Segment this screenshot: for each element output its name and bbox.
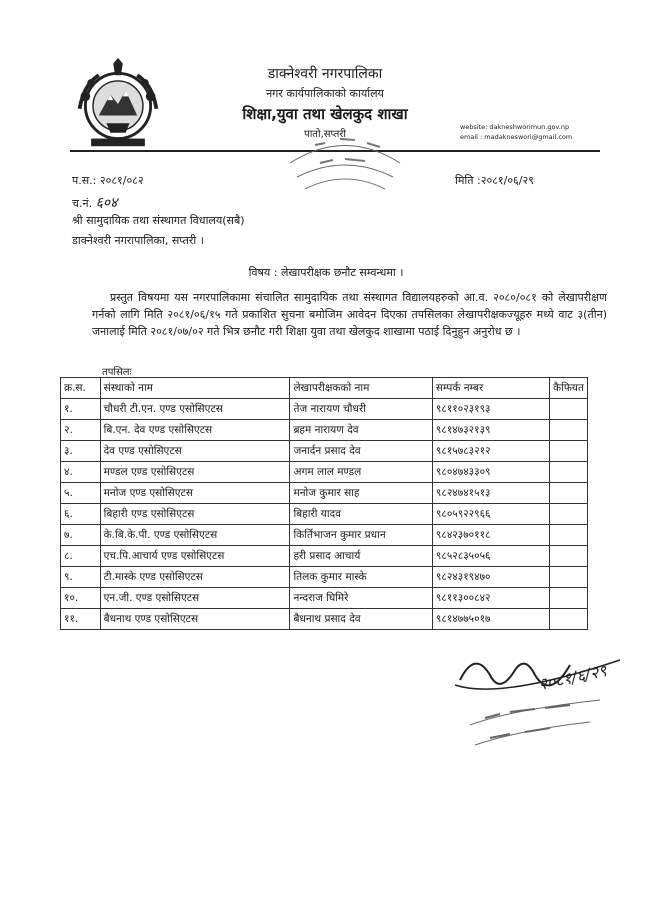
cell-contact: ९८१५७८३२१२ [432, 441, 549, 462]
cell-remarks [550, 441, 588, 462]
cell-sn: ३. [61, 441, 101, 462]
cell-remarks [550, 525, 588, 546]
cell-remarks [550, 504, 588, 525]
cell-sn: २. [61, 420, 101, 441]
cell-auditor: हरी प्रसाद आचार्य [290, 546, 432, 567]
cell-remarks [550, 588, 588, 609]
table-row [61, 420, 588, 441]
cell-firm: देव एण्ड एसोसिएटस [100, 441, 290, 462]
cell-contact: ९८२४३१९४७० [432, 567, 549, 588]
cell-remarks [550, 483, 588, 504]
ref-cn-value: ६०४ [95, 195, 118, 211]
ref-cn-label: च.नं. [72, 197, 93, 210]
cell-auditor: बैधनाथ प्रसाद देव [290, 609, 432, 630]
table-row [61, 609, 588, 630]
cell-sn: ६. [61, 504, 101, 525]
website-text: website: dakneshworimun.gov.np [460, 123, 570, 131]
cell-sn: ९. [61, 567, 101, 588]
municipality-name: डाक्नेश्वरी नगरपालिका [267, 66, 383, 82]
cell-firm: एन.जी. एण्ड एसोसिएटस [100, 588, 290, 609]
auditor-table [60, 377, 588, 630]
cell-sn: ७. [61, 525, 101, 546]
table-row [61, 546, 588, 567]
cell-sn: ८. [61, 546, 101, 567]
cell-remarks [550, 399, 588, 420]
table-header-row [61, 378, 588, 399]
recipient-line2: डाक्नेश्वरी नगरापालिका, सप्तरी । [72, 234, 204, 247]
cell-auditor: बिहारी यादव [290, 504, 432, 525]
cell-remarks [550, 462, 588, 483]
table-row [61, 462, 588, 483]
col-header-sn: क्र.स. [61, 378, 101, 399]
table-body [61, 399, 588, 630]
cell-sn: ११. [61, 609, 101, 630]
office-name: नगर कार्यपालिकाको कार्यालय [266, 87, 384, 100]
letter-body: प्रस्तुत विषयमा यस नगरपालिकामा संचालित सामुदायिक तथा संस्थागत विद्यालयहरुको आ.व. २०८०/०८१ को लेखापरीक्षण गर्नको लागि मिति २०८१/०६/१५ गते प्रकाशित सुचना बमोजिम आवेदन दिएका तपसिलका लेखापरीक्षकज्यूहरु मध्ये वाट ३(तीन) जनालाई मिति २०८१/०७/०२ गते भित्र छनौट गरी शिक्षा युवा तथा खेलकुद शाखामा पठाई दिनुहुन अनुरोध छ । [92, 291, 607, 338]
col-header-auditor: लेखापरीक्षकको नाम [290, 378, 432, 399]
cell-auditor: मनोज कुमार साह [290, 483, 432, 504]
cell-contact: ९८११०२३१९३ [432, 399, 549, 420]
cell-contact: ९८२४७४१५१३ [432, 483, 549, 504]
cell-auditor: नन्दराज घिमिरे [290, 588, 432, 609]
signature-stamp [440, 640, 640, 770]
cell-remarks [550, 546, 588, 567]
table-row [61, 504, 588, 525]
cell-auditor: ब्रहम नारायण देव [290, 420, 432, 441]
cell-firm: बैधनाथ एण्ड एसोसिएटस [100, 609, 290, 630]
table-row [61, 399, 588, 420]
cell-auditor: अगम लाल मण्डल [290, 462, 432, 483]
ref-ps: प.स.: २०८१/०८२ [72, 174, 144, 187]
col-header-firm: संस्थाको नाम [100, 378, 290, 399]
col-header-remarks: कैफियत [550, 378, 588, 399]
letter-date: मिति :२०८१/०६/२९ [455, 174, 534, 187]
cell-contact: ९८०४७४३३०९ [432, 462, 549, 483]
table-row [61, 525, 588, 546]
cell-contact: ९८५२८३५०५६ [432, 546, 549, 567]
email-text: email : madakneswori@gmail.com [460, 133, 573, 141]
cell-sn: १. [61, 399, 101, 420]
office-stamp [285, 133, 405, 191]
section-name: शिक्षा,युवा तथा खेलकुद शाखा [242, 105, 408, 123]
cell-contact: ९८१४७३२१३९ [432, 420, 549, 441]
cell-firm: मण्डल एण्ड एसोसिएटस [100, 462, 290, 483]
cell-sn: ५. [61, 483, 101, 504]
nepal-emblem-icon [70, 56, 166, 152]
cell-auditor: तेज नारायण चौधरी [290, 399, 432, 420]
cell-contact: ९८११३००८४२ [432, 588, 549, 609]
cell-firm: मनोज एण्ड एसोसिएटस [100, 483, 290, 504]
col-header-contact: सम्पर्क नम्बर [432, 378, 549, 399]
cell-contact: ९८४२३७०११८ [432, 525, 549, 546]
cell-firm: बिहारी एण्ड एसोसिएटस [100, 504, 290, 525]
table-row [61, 588, 588, 609]
cell-firm: टी.मास्के एण्ड एसोसिएटस [100, 567, 290, 588]
cell-remarks [550, 567, 588, 588]
cell-remarks [550, 420, 588, 441]
cell-sn: ४. [61, 462, 101, 483]
recipient-line1: श्री सामुदायिक तथा संस्थागत विधालय(सबै) [72, 214, 245, 227]
table-row [61, 441, 588, 462]
cell-sn: १०. [61, 588, 101, 609]
contact-info [460, 122, 572, 142]
cell-contact: ९८१४७७५०१७ [432, 609, 549, 630]
table-row [61, 483, 588, 504]
cell-contact: ९८०५९२२९६६ [432, 504, 549, 525]
cell-auditor: जनार्दन प्रसाद देव [290, 441, 432, 462]
office-location: पातो,सप्तरी [304, 129, 346, 140]
cell-firm: के.बि.के.पी. एण्ड एसोसिएटस [100, 525, 290, 546]
cell-firm: एच.पि.आचार्य एण्ड एसोसिएटस [100, 546, 290, 567]
cell-firm: बि.एन. देव एण्ड एसोसिएटस [100, 420, 290, 441]
cell-auditor: तिलक कुमार मास्के [290, 567, 432, 588]
table-row [61, 567, 588, 588]
cell-auditor: किर्तिभाजन कुमार प्रधान [290, 525, 432, 546]
letter-subject: विषय : लेखापरीक्षक छनौट सम्वन्धमा । [248, 266, 404, 279]
signature-date: २०८१/६/२९ [536, 660, 609, 694]
cell-remarks [550, 609, 588, 630]
tapsil-label: तपसिलः [102, 367, 132, 378]
ref-cn [72, 193, 117, 212]
cell-firm: चौधरी टी.एन. एण्ड एसोसिएटस [100, 399, 290, 420]
